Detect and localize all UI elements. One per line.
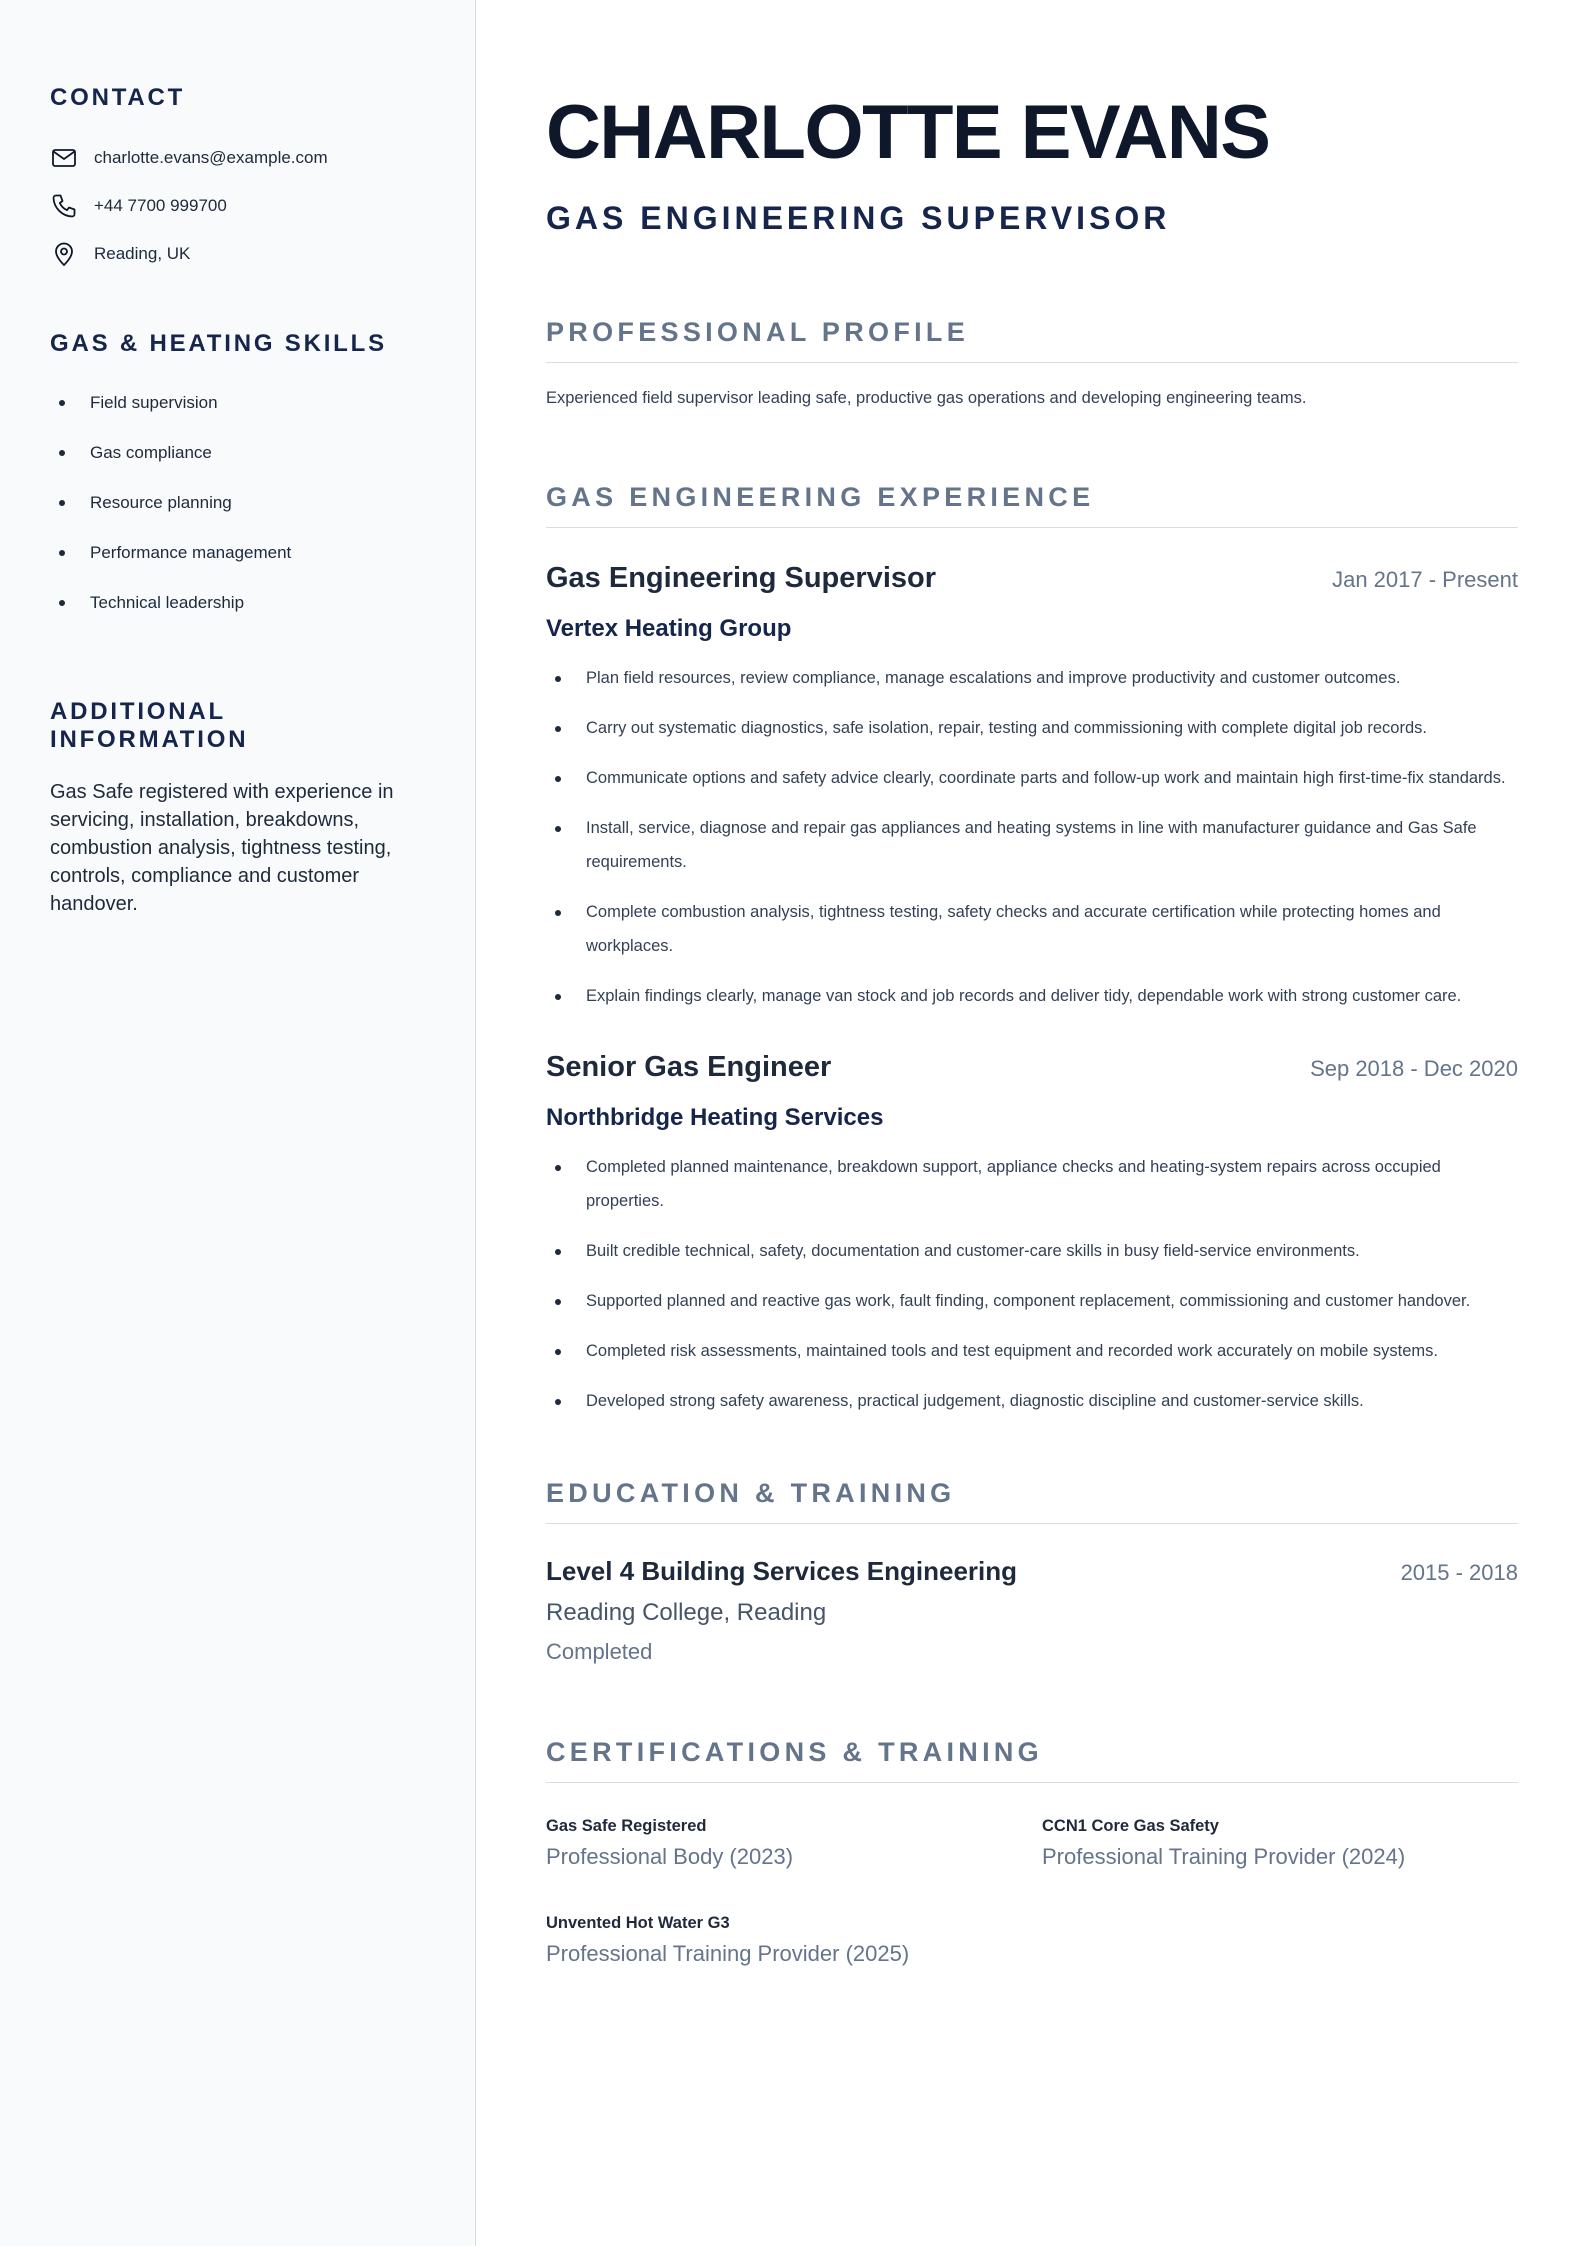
job-date: Jan 2017 - Present: [1332, 567, 1518, 592]
job-bullet: Supported planned and reactive gas work, fault finding, component replacement, commissioning and customer handover.: [546, 1284, 1518, 1318]
job-title: Senior Gas Engineer: [546, 1051, 832, 1083]
skill-label: Technical leadership: [90, 593, 245, 612]
contact-phone-text: +44 7700 999700: [94, 196, 227, 215]
education-degree: Level 4 Building Services Engineering: [546, 1556, 1018, 1586]
education-school: Reading College, Reading: [546, 1599, 827, 1626]
bullet-icon: [59, 550, 65, 556]
mail-icon: [50, 144, 78, 172]
job-entry: [546, 562, 1518, 1013]
certifications-grid: [546, 1817, 1518, 1967]
education-section: [546, 1478, 1518, 1665]
certification-item: [546, 1914, 1022, 1967]
skill-label: Field supervision: [90, 393, 218, 412]
additional-info-heading: ADDITIONAL INFORMATION: [50, 698, 249, 753]
bullet-icon: [59, 400, 65, 406]
profile-text: Experienced field supervisor leading safe, productive gas operations and developing engineering teams.: [546, 389, 1307, 407]
contact-heading: CONTACT: [50, 84, 186, 111]
job-bullet: Completed planned maintenance, breakdown support, appliance checks and heating-system repairs across occupied properties.: [546, 1150, 1518, 1218]
profile-section: [546, 317, 1518, 408]
candidate-name: CHARLOTTE EVANS: [546, 90, 1270, 175]
profile-heading: PROFESSIONAL PROFILE: [546, 317, 1518, 363]
skill-item: [50, 528, 425, 578]
location-pin-icon: [50, 240, 78, 268]
certification-item: [1042, 1817, 1518, 1870]
certification-name: Gas Safe Registered: [546, 1817, 707, 1835]
job-bullet: Install, service, diagnose and repair gas appliances and heating systems in line with manufacturer guidance and Gas Safe requirements.: [546, 811, 1518, 879]
certifications-section: [546, 1737, 1518, 1967]
phone-icon: [50, 192, 78, 220]
job-bullet: Communicate options and safety advice clearly, coordinate parts and follow-up work and maintain high first-time-fix standards.: [546, 761, 1518, 795]
certification-issuer: Professional Body (2023): [546, 1844, 794, 1869]
job-company: Northbridge Heating Services: [546, 1104, 884, 1131]
contact-phone[interactable]: [50, 182, 425, 230]
job-entry: [546, 1051, 1518, 1418]
job-header: [546, 1051, 1518, 1084]
main-content: [476, 0, 1588, 2246]
certification-issuer: Professional Training Provider (2024): [1042, 1844, 1406, 1869]
job-bullet: Developed strong safety awareness, practical judgement, diagnostic discipline and customer-service skills.: [546, 1384, 1518, 1418]
job-bullets: [546, 1150, 1518, 1418]
job-company: Vertex Heating Group: [546, 615, 792, 642]
skill-item: [50, 478, 425, 528]
bullet-icon: [59, 450, 65, 456]
skill-item: [50, 428, 425, 478]
experience-heading: GAS ENGINEERING EXPERIENCE: [546, 482, 1518, 528]
skill-label: Gas compliance: [90, 443, 212, 462]
bullet-icon: [59, 600, 65, 606]
job-bullet: Carry out systematic diagnostics, safe isolation, repair, testing and commissioning with complete digital job records.: [546, 711, 1518, 745]
skills-heading: GAS & HEATING SKILLS: [50, 330, 387, 357]
job-header: [546, 562, 1518, 595]
certifications-heading: CERTIFICATIONS & TRAINING: [546, 1737, 1518, 1783]
contact-email-text: charlotte.evans@example.com: [94, 148, 328, 167]
job-bullets: [546, 661, 1518, 1013]
skill-item: [50, 378, 425, 428]
contact-location: [50, 230, 425, 278]
sidebar: [0, 0, 476, 2246]
skill-label: Resource planning: [90, 493, 232, 512]
job-bullet: Completed risk assessments, maintained tools and test equipment and recorded work accurately on mobile systems.: [546, 1334, 1518, 1368]
education-status: Completed: [546, 1639, 653, 1664]
job-bullet: Built credible technical, safety, documentation and customer-care skills in busy field-service environments.: [546, 1234, 1518, 1268]
contact-location-text: Reading, UK: [94, 244, 191, 263]
certification-item: [546, 1817, 1022, 1870]
education-header: [546, 1556, 1518, 1587]
experience-section: [546, 482, 1518, 1418]
additional-info-text: Gas Safe registered with experience in servicing, installation, breakdowns, combustion analysis, tightness testing, controls, compliance and customer handover.: [50, 781, 394, 915]
certification-name: CCN1 Core Gas Safety: [1042, 1817, 1219, 1835]
certification-name: Unvented Hot Water G3: [546, 1914, 730, 1932]
job-bullet: Explain findings clearly, manage van stock and job records and deliver tidy, dependable work with strong customer care.: [546, 979, 1518, 1013]
education-heading: EDUCATION & TRAINING: [546, 1478, 1518, 1524]
contact-email[interactable]: [50, 134, 425, 182]
skills-list: [50, 378, 425, 628]
certification-issuer: Professional Training Provider (2025): [546, 1941, 910, 1966]
education-date: 2015 - 2018: [1400, 1560, 1518, 1585]
bullet-icon: [59, 500, 65, 506]
education-entry: [546, 1556, 1518, 1665]
job-title: Gas Engineering Supervisor: [546, 562, 936, 594]
skill-item: [50, 578, 425, 628]
skill-label: Performance management: [90, 543, 292, 562]
job-bullet: Complete combustion analysis, tightness testing, safety checks and accurate certification while protecting homes and workplaces.: [546, 895, 1518, 963]
job-bullet: Plan field resources, review compliance, manage escalations and improve productivity and customer outcomes.: [546, 661, 1518, 695]
candidate-role: GAS ENGINEERING SUPERVISOR: [546, 200, 1171, 236]
job-date: Sep 2018 - Dec 2020: [1310, 1056, 1518, 1081]
